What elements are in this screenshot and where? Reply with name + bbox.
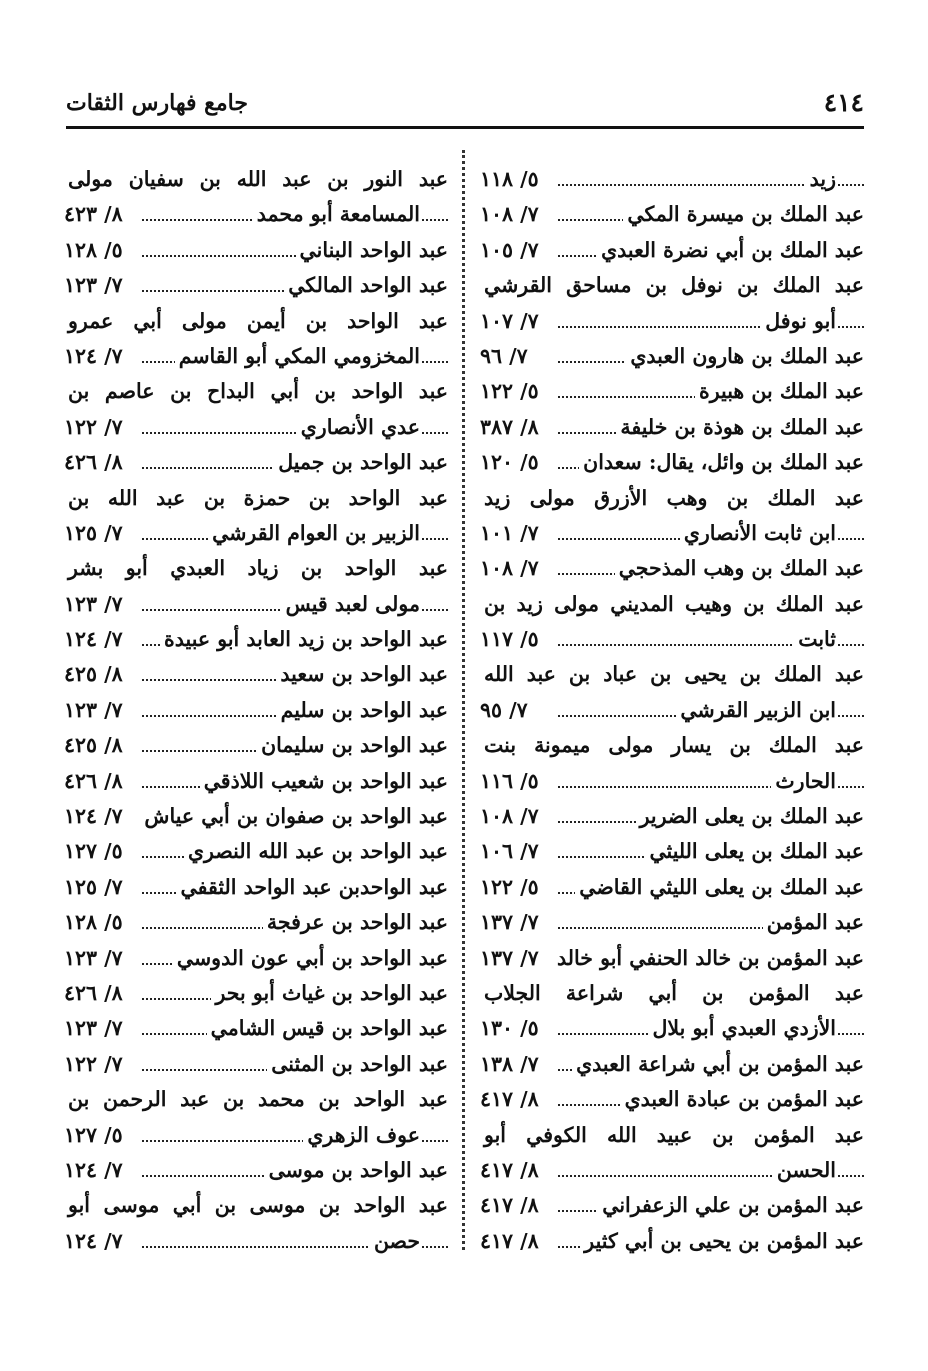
index-column-left [64,162,448,1259]
entry-reference: ٧/ ١٢٤ [64,1224,129,1259]
entry-reference: ٥/ ١٣٠ [480,1011,545,1046]
entry-name: عبد الواحد البناني [296,233,448,268]
index-entry [64,268,448,303]
entry-reference: ٨/ ٤٢٥ [64,728,129,763]
index-entry-wrapped-line [64,304,448,339]
index-entry [480,870,864,905]
index-entry [64,1153,448,1188]
index-entry [64,657,448,692]
entry-name: عبد الواحد بن صفوان بن أبي عياش [140,799,448,834]
entry-reference: ٧/ ١٠٨ [480,551,545,586]
entry-name: عوف الزهري [303,1118,420,1153]
entry-name: الحسن [773,1153,836,1188]
index-entry [64,410,448,445]
index-entry [480,374,864,409]
page-number: ٤١٤ [823,88,864,117]
entry-reference: ٧/ ١٠٧ [480,304,545,339]
entry-name: عبد المؤمن بن عبيد الله الكوفي أبو [480,1118,864,1153]
entry-name: عبد الواحد بن عبد الله النصري [184,834,448,869]
entry-reference: ٥/ ١٢٢ [480,374,545,409]
entry-name: عبد الملك بن هارون العبدي [626,339,864,374]
entry-name: عبد الواحد بن سعيد [276,657,448,692]
entry-name: عبد الملك بن يعلى الليثي [645,834,864,869]
entry-name: عبد الملك بن نوفل بن مساحق القرشي [480,268,864,303]
entry-reference: ٧/ ١٣٨ [480,1047,545,1082]
index-entry [64,764,448,799]
entry-name: عبد الواحد بن شعيب اللاذقي [200,764,448,799]
entry-reference: ٧/ ١٣٧ [480,941,545,976]
entry-name: عبد الملك بن هوذة بن خليفة [616,410,864,445]
entry-reference: ٨/ ٤١٧ [480,1188,545,1223]
page-header [66,82,864,129]
entry-reference: ٧/ ٩٦ [480,339,534,374]
entry-name: الأزدي العبدي أبو بلال [648,1011,836,1046]
entry-name: عبد الواحد بن قيس الشامي [207,1011,448,1046]
index-entry [64,233,448,268]
entry-reference: ٧/ ١٠٨ [480,799,545,834]
entry-reference: ٧/ ١٣٧ [480,905,545,940]
index-entry-wrapped-line [480,728,864,763]
index-entry [480,1188,864,1223]
entry-reference: ٧/ ١٢٣ [64,693,129,728]
entry-reference: ٧/ ١٢٥ [64,870,129,905]
entry-reference: ٧/ ١٢٤ [64,339,129,374]
entry-name: عبد الملك بن يسار مولى ميمونة بنت [480,728,864,763]
index-entry [480,1011,864,1046]
index-entry [480,764,864,799]
index-entry [480,551,864,586]
entry-name: عبد الواحد بن حمزة بن عبد الله بن [64,481,448,516]
index-entry [480,233,864,268]
entry-name: عبد الواحد بن موسى بن أبي موسى أبو [64,1188,448,1223]
entry-name: عبد الواحد بن زياد العبدي أبو بشر [64,551,448,586]
entry-reference: ٧/ ١٠١ [480,516,545,551]
index-entry [480,905,864,940]
index-entry [64,941,448,976]
entry-reference: ٧/ ١٢٤ [64,799,129,834]
entry-reference: ٥/ ١١٧ [480,622,545,657]
entry-name: عبد الواحد بن المثنى [267,1047,448,1082]
entry-name: عبد الواحد بن عرفجة [263,905,448,940]
entry-reference: ٨/ ٤٢٣ [64,197,129,232]
index-entry [480,339,864,374]
index-entry-wrapped-line [480,587,864,622]
entry-name: ابن ثابت الأنصاري [680,516,836,551]
index-entry [64,516,448,551]
index-entry-wrapped-line [480,976,864,1011]
index-entry [480,1082,864,1117]
entry-reference: ٧/ ١٢٣ [64,587,129,622]
entry-name: عبد الملك بن وائل، يقال: سعدان [579,445,864,480]
entry-reference: ٨/ ٤٢٦ [64,976,129,1011]
index-entry [480,1047,864,1082]
entry-reference: ٥/ ١٢٠ [480,445,545,480]
index-entry [480,1153,864,1188]
entry-reference: ٨/ ٤١٧ [480,1082,545,1117]
entry-reference: ٧/ ١٠٥ [480,233,545,268]
entry-reference: ٧/ ١٢٤ [64,622,129,657]
entry-reference: ٥/ ١٢٨ [64,233,129,268]
entry-name: عبد الملك بن يعلى الضرير [636,799,864,834]
entry-reference: ٧/ ١٢٣ [64,941,129,976]
entry-name: ابن الزبير القرشي [676,693,836,728]
index-column-right [480,162,864,1259]
index-entry [64,976,448,1011]
index-entry [480,410,864,445]
index-entry [64,1011,448,1046]
entry-reference: ٨/ ٤٢٥ [64,657,129,692]
index-entry [64,1047,448,1082]
entry-name: عبد الواحدبن عبد الواحد الثقفي [177,870,449,905]
index-entry [480,622,864,657]
column-divider [462,150,465,1250]
index-entry-wrapped-line [64,1082,448,1117]
index-entry-wrapped-line [64,162,448,197]
entry-reference: ٧/ ١٢٣ [64,268,129,303]
entry-name: عدي الأنصاري [297,410,420,445]
entry-name: عبد النور بن عبد الله بن سفيان مولى [64,162,448,197]
entry-name: عبد الواحد بن جميل [274,445,448,480]
entry-reference: ٨/ ٤٢٦ [64,445,129,480]
entry-reference: ٨/ ٤٢٦ [64,764,129,799]
index-entry [64,197,448,232]
entry-name: عبد الواحد بن زيد العابد أبو عبيدة [160,622,448,657]
index-entry-wrapped-line [480,1118,864,1153]
running-title: جامع فهارس الثقات [66,90,248,116]
entry-reference: ٥/ ١٢٢ [480,870,545,905]
entry-reference: ٨/ ٤١٧ [480,1153,545,1188]
entry-name: حصن [370,1224,420,1259]
entry-reference: ٥/ ١٢٧ [64,834,129,869]
entry-name: عبد الواحد بن غياث أبو بحر [211,976,448,1011]
entry-name: الحارث [771,764,836,799]
entry-reference: ٥/ ١١٦ [480,764,545,799]
index-entry [64,693,448,728]
entry-reference: ٧/ ١٠٦ [480,834,545,869]
entry-name: عبد الملك بن وهب المذحجي [615,551,864,586]
index-entry-wrapped-line [64,374,448,409]
entry-name: عبد الواحد بن محمد بن عبد الرحمن بن [64,1082,448,1117]
entry-name: عبد الواحد بن أبي عون الدوسي [173,941,448,976]
entry-reference: ٧/ ١٢٢ [64,410,129,445]
index-entry [64,622,448,657]
entry-reference: ٧/ ١٢٢ [64,1047,129,1082]
index-entry [480,197,864,232]
entry-reference: ٨/ ٤١٧ [480,1224,545,1259]
index-entry-wrapped-line [64,551,448,586]
entry-name: عبد المؤمن بن علي الزعفراني [598,1188,864,1223]
index-entry-wrapped-line [480,268,864,303]
entry-reference: ٥/ ١٢٧ [64,1118,129,1153]
entry-name: الزبير بن العوام القرشي [208,516,420,551]
entry-name: عبد الواحد المالكي [284,268,448,303]
index-entry [64,905,448,940]
index-entry-wrapped-line [480,481,864,516]
index-entry [64,587,448,622]
entry-name: عبد الواحد بن أبي البداح بن عاصم بن [64,374,448,409]
index-entry [480,941,864,976]
index-entry [480,1224,864,1259]
index-entry [64,1224,448,1259]
entry-name: عبد المؤمن بن أبي شراعة الجلاب [480,976,864,1011]
index-entry [480,162,864,197]
index-entry [64,728,448,763]
index-entry-wrapped-line [480,657,864,692]
index-entry [480,693,864,728]
entry-name: عبد المؤمن بن خالد الحنفي أبو خالد [553,941,864,976]
entry-name: عبد الملك بن ميسرة المكي [623,197,864,232]
entry-name: المسامعة أبو محمد [253,197,420,232]
entry-name: عبد الواحد بن سليم [277,693,448,728]
entry-reference: ٧/ ١٠٨ [480,197,545,232]
entry-name: مولى لعبد قيس [282,587,420,622]
index-entry [64,339,448,374]
index-entry [64,445,448,480]
entry-reference: ٧/ ١٢٤ [64,1153,129,1188]
entry-name: عبد الملك بن يحيى بن عباد بن عبد الله [480,657,864,692]
entry-name: عبد المؤمن [763,905,864,940]
index-entry [64,834,448,869]
entry-name: أبو نوفل [761,304,836,339]
index-entry [64,799,448,834]
entry-name: عبد الملك بن أبي نضرة العبدي [597,233,864,268]
entry-reference: ٧/ ١٢٣ [64,1011,129,1046]
entry-name: زيد [806,162,836,197]
entry-name: عبد الواحد بن موسى [265,1153,448,1188]
entry-reference: ٥/ ١١٨ [480,162,545,197]
entry-reference: ٧/ ١٢٥ [64,516,129,551]
entry-name: عبد المؤمن بن عبادة العبدي [621,1082,864,1117]
entry-name: عبد المؤمن بن أبي شراعة العبدي [572,1047,864,1082]
entry-name: عبد الواحد بن أيمن مولى أبي عمرو [64,304,448,339]
entry-name: عبد الملك بن وهب الأزرق مولى زيد [480,481,864,516]
index-entry [64,1118,448,1153]
index-entry [480,304,864,339]
index-entry [480,516,864,551]
entry-name: المخزومي المكي أبو القاسم [175,339,420,374]
index-entry [480,834,864,869]
entry-reference: ٥/ ١٢٨ [64,905,129,940]
index-entry-wrapped-line [64,481,448,516]
entry-name: عبد الواحد بن سليمان [257,728,448,763]
index-entry [480,445,864,480]
entry-name: عبد الملك بن يعلى الليثي القاضي [575,870,864,905]
entry-name: ثابت [794,622,836,657]
entry-reference: ٧/ ٩٥ [480,693,534,728]
entry-name: عبد المؤمن بن يحيى بن أبي كثير [580,1224,864,1259]
entry-name: عبد الملك بن هبيرة [695,374,864,409]
index-entry-wrapped-line [64,1188,448,1223]
entry-name: عبد الملك بن وهيب المديني مولى زيد بن [480,587,864,622]
index-entry [480,799,864,834]
entry-reference: ٨/ ٣٨٧ [480,410,545,445]
index-entry [64,870,448,905]
